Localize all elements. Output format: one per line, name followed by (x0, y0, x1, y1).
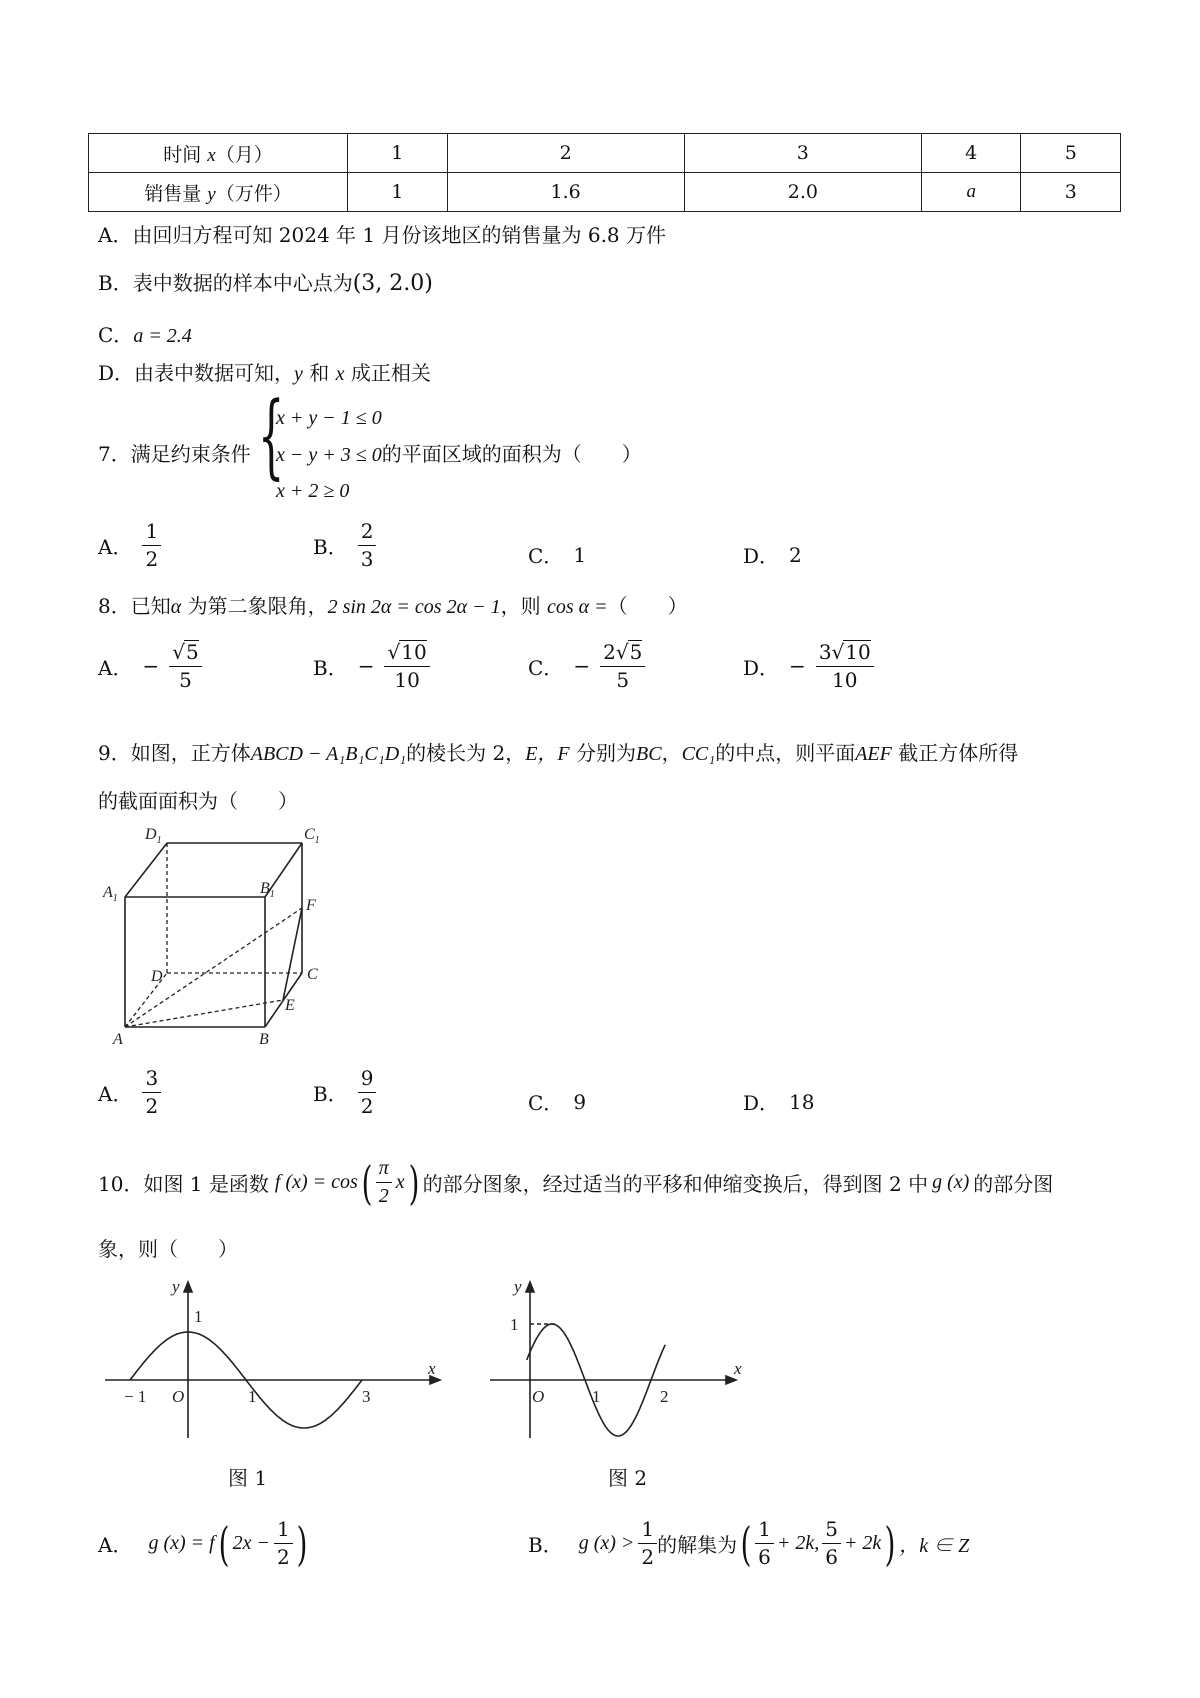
paren-open: ( (218, 1516, 230, 1571)
coef: 2 (603, 640, 616, 664)
fraction (142, 1067, 161, 1118)
stem-text: 9．如图，正方体 (98, 741, 251, 765)
label-neg1: − 1 (124, 1387, 147, 1406)
q7-option-b (313, 520, 376, 571)
q6-option-a: A．由回归方程可知 2024 年 1 月份该地区的销售量为 6.8 万件 (98, 223, 667, 247)
option-label: B． (528, 1533, 563, 1557)
option-label: B． (313, 1082, 348, 1106)
paren-close: ) (408, 1155, 420, 1210)
stem-text: 截正方体所得 (891, 741, 1019, 765)
option-expr: g (x) > (578, 1532, 635, 1554)
option-expr: + 2k (843, 1532, 882, 1554)
q10-option-a (98, 1518, 311, 1569)
q9-option-a (98, 1067, 161, 1118)
sign: − (357, 654, 375, 678)
q10-stem-line1 (98, 1157, 1053, 1208)
var-x: x (395, 1171, 405, 1193)
table-cell: 3 (684, 134, 921, 173)
label-c: C (307, 966, 318, 983)
q9-option-b (313, 1067, 376, 1118)
radicand: 5 (629, 640, 643, 664)
stem-text: 10．如图 1 是函数 (98, 1172, 269, 1196)
numerator: √10 (384, 640, 429, 667)
option-label: B． (313, 655, 348, 680)
paren-close: ) (296, 1516, 308, 1571)
numerator: 3√10 (816, 640, 874, 667)
label-x1: 1 (248, 1387, 257, 1406)
q7-option-c (528, 540, 586, 569)
function-g: g (x) (932, 1171, 970, 1193)
stem-text: 的棱长为 2， (406, 741, 526, 765)
var-alpha: α (170, 596, 182, 618)
option-label: A． (98, 1533, 133, 1557)
label-b: B (259, 1031, 269, 1048)
var-y: y (294, 363, 303, 385)
edge-a1d1 (125, 843, 167, 897)
fraction (600, 640, 645, 692)
q7-brace: { (258, 382, 285, 489)
option-text: D．由表中数据可知， (98, 361, 295, 385)
stem-text: ，则 (500, 594, 547, 618)
q7-option-a (98, 520, 161, 571)
denominator: 5 (179, 668, 192, 692)
denominator: 2 (277, 1545, 290, 1569)
numerator: 1 (142, 520, 161, 546)
option-value: 1 (573, 542, 587, 567)
label-d1: $D_1$ (145, 826, 162, 846)
header-text: 销售量 (144, 182, 202, 205)
label-x3: 3 (362, 1387, 371, 1406)
q8-option-c (528, 640, 645, 692)
coef: 3 (818, 640, 832, 664)
header-text: 时间 (163, 143, 202, 166)
table-cell: 1 (348, 173, 448, 212)
denominator: 2 (145, 1094, 159, 1118)
stem-text: 的中点，则平面 (715, 741, 856, 765)
option-expr: g (x) = f (148, 1532, 215, 1554)
numerator: 2√5 (600, 640, 645, 667)
sign: − (789, 654, 806, 678)
table-cell: a (921, 173, 1021, 212)
label-1: 1 (194, 1307, 203, 1326)
fraction (384, 640, 429, 692)
table-cell: 3 (1021, 173, 1121, 212)
stem-text: 的部分图 (973, 1172, 1054, 1196)
option-label: C． (528, 1091, 564, 1115)
segment-ae-hidden (125, 1000, 283, 1027)
label-f: F (306, 897, 316, 914)
cube-name: ABCD − A₁B₁C₁D₁ (250, 743, 407, 765)
denominator: 10 (394, 668, 420, 692)
option-label: D． (743, 1091, 780, 1115)
option-value: 9 (573, 1089, 587, 1114)
option-label: A． (98, 655, 133, 680)
denominator: 2 (378, 1185, 389, 1207)
sign: − (573, 654, 591, 678)
numerator: 1 (755, 1518, 774, 1544)
numerator: 9 (358, 1067, 377, 1093)
function-f: f (x) = cos (274, 1171, 358, 1193)
q10-option-b (528, 1518, 969, 1569)
label-1: 1 (510, 1315, 519, 1334)
label-origin: O (172, 1387, 185, 1406)
radicand: 10 (845, 640, 871, 664)
denominator: 10 (832, 668, 858, 692)
q7-prefix: 7．满足约束条件 (98, 442, 251, 466)
var-x: x (207, 144, 216, 166)
graph-figure-1 (100, 1270, 450, 1440)
fraction (376, 1157, 392, 1208)
option-label: C． (98, 323, 134, 347)
numerator: √5 (169, 640, 201, 667)
fraction (816, 640, 874, 692)
denominator: 2 (145, 547, 159, 571)
q7-constraints (276, 400, 642, 509)
table-row (89, 173, 1121, 212)
y-axis-arrow (184, 1282, 192, 1292)
stem-text: 分别为 (569, 741, 637, 765)
option-text: 和 (302, 361, 336, 385)
label-a: A (113, 1031, 123, 1048)
denominator: 2 (360, 1094, 374, 1118)
denominator: 6 (758, 1545, 771, 1569)
table-header-cell (89, 173, 348, 212)
var-x: x (335, 363, 345, 385)
denominator: 6 (825, 1545, 838, 1569)
equation: 2 sin 2α = cos 2α − 1 (327, 596, 501, 618)
paren-open: ( (740, 1516, 752, 1571)
stem-text: 的部分图象，经过适当的平移和伸缩变换后，得到图 2 中 (422, 1172, 929, 1196)
caption-figure-1: 图 1 (228, 1466, 268, 1490)
option-expr: 2x − (232, 1532, 271, 1554)
label-a1: $A_1$ (103, 884, 118, 904)
q8-option-d (743, 640, 874, 692)
option-label: B． (313, 535, 348, 559)
cube-figure (95, 825, 345, 1050)
option-label: C． (528, 655, 564, 680)
q10-stem-line2: 象，则（ ） (98, 1237, 238, 1261)
table-row (89, 134, 1121, 173)
stem-text: ， (661, 741, 682, 765)
unit-text: （月） (215, 143, 273, 166)
stem-text: 为第二象限角， (181, 594, 328, 618)
radicand: 10 (401, 640, 427, 664)
q6-option-c (98, 319, 192, 348)
question-expr: cos α = (546, 596, 608, 618)
data-table (88, 133, 1121, 212)
label-x: x (734, 1359, 742, 1378)
option-label: A． (98, 535, 133, 559)
label-b1: $B_1$ (260, 880, 275, 900)
paren-close: ) (884, 1516, 896, 1571)
label-d: D (151, 968, 163, 985)
table-cell: 2 (447, 134, 684, 173)
denominator: 2 (641, 1545, 655, 1569)
fraction (358, 520, 377, 571)
y-axis-arrow (526, 1282, 534, 1292)
constraint-row (276, 436, 642, 473)
denominator: 5 (616, 668, 630, 692)
option-text: B．表中数据的样本中心点为 (98, 271, 353, 295)
label-x2: 2 (660, 1387, 669, 1406)
numerator: 3 (142, 1067, 161, 1093)
constraint: x + 2 ≥ 0 (276, 480, 350, 502)
constraint: x + y − 1 ≤ 0 (276, 407, 382, 429)
table-cell: 4 (921, 134, 1021, 173)
numerator: 1 (638, 1518, 657, 1544)
option-text: 的解集为 (657, 1533, 738, 1557)
q9-option-c (528, 1087, 586, 1116)
radicand: 5 (185, 640, 199, 664)
q7-option-d (743, 540, 802, 569)
numerator: π (376, 1157, 392, 1183)
paren-open: ( (361, 1155, 373, 1210)
numerator: 2 (358, 520, 377, 546)
fraction (755, 1518, 774, 1569)
caption-figure-2: 图 2 (608, 1466, 648, 1490)
table-cell: 1.6 (447, 173, 684, 212)
label-x: x (428, 1359, 436, 1378)
option-label: D． (743, 655, 780, 680)
stem-text: （ ） (607, 594, 688, 618)
q7-suffix: 的平面区域的面积为（ ） (381, 442, 642, 466)
table-cell: 5 (1021, 134, 1121, 173)
numerator: 5 (822, 1518, 841, 1544)
segment-cc1: CC₁ (681, 743, 716, 765)
fraction (822, 1518, 841, 1569)
sign: − (142, 654, 160, 678)
points-ef: E，F (525, 743, 570, 765)
option-expr: + 2k, (776, 1532, 820, 1554)
q9-stem-line2: 的截面面积为（ ） (98, 789, 298, 813)
option-value: 18 (789, 1089, 815, 1114)
label-c1: $C_1$ (304, 826, 320, 846)
option-value: 2 (789, 542, 802, 567)
plane-aef: AEF (855, 743, 892, 765)
label-origin: O (532, 1387, 545, 1406)
q8-option-a (98, 640, 202, 692)
option-label: A． (98, 1082, 133, 1106)
numerator: 1 (274, 1518, 293, 1544)
option-text: 成正相关 (344, 361, 431, 385)
fraction (274, 1518, 293, 1569)
stem-text: 8．已知 (98, 594, 171, 618)
denominator: 3 (360, 547, 374, 571)
var-y: y (207, 183, 216, 205)
table-cell: 2.0 (684, 173, 921, 212)
q8-stem (98, 590, 688, 619)
option-label: C． (528, 544, 564, 568)
center-point: (3, 2.0) (352, 271, 433, 296)
label-y: y (514, 1277, 522, 1296)
option-expr: ，k ∈ Z (899, 1535, 970, 1557)
table-cell: 1 (348, 134, 448, 173)
q6-option-b (98, 267, 433, 296)
fraction (169, 640, 201, 692)
q9-stem-line1 (98, 737, 1018, 766)
table-header-cell (89, 134, 348, 173)
segment-bc: BC (636, 743, 662, 765)
label-y: y (172, 1277, 180, 1296)
graph-figure-2 (488, 1270, 758, 1440)
fraction (142, 520, 161, 571)
constraint: x − y + 3 ≤ 0 (276, 444, 382, 466)
fraction (638, 1518, 657, 1569)
unit-text: （万件） (215, 182, 292, 205)
q9-option-d (743, 1087, 815, 1116)
option-expr: a = 2.4 (133, 325, 192, 347)
label-e: E (285, 997, 295, 1014)
label-x1: 1 (592, 1387, 601, 1406)
fraction (358, 1067, 377, 1118)
q8-option-b (313, 640, 430, 692)
option-label: D． (743, 544, 780, 568)
